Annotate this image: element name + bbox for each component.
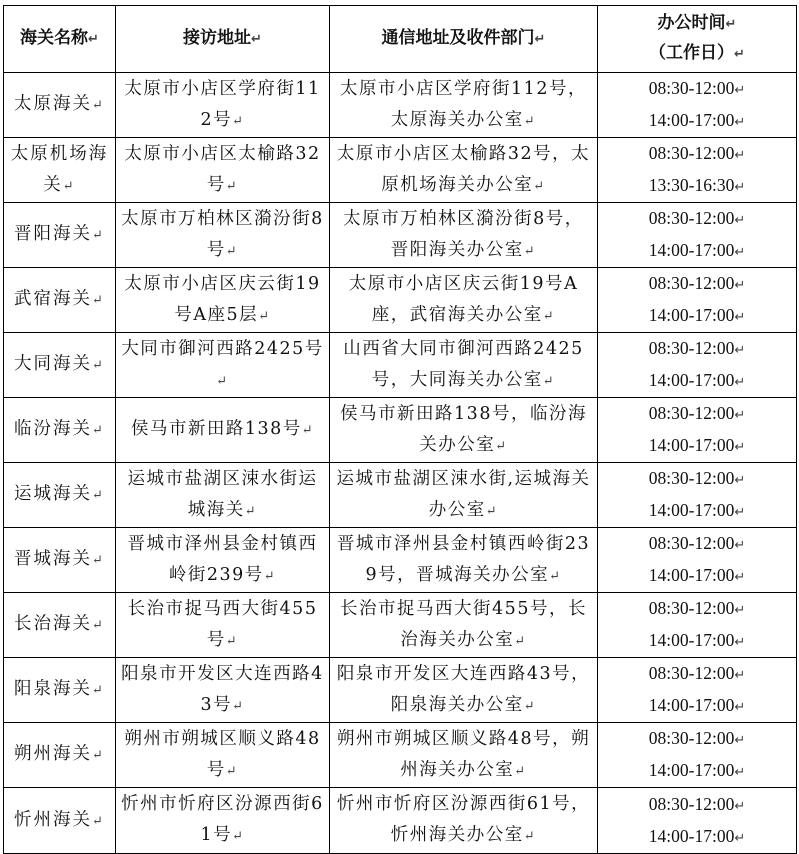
hours-am-text: 08:30-12:00: [648, 728, 735, 748]
visit-address-cell-text: 运城市盐湖区涑水街运城海关: [127, 468, 318, 520]
paragraph-mark-icon: ↵: [244, 503, 258, 519]
table-row: [4, 593, 797, 658]
office-name-cell-text: 晋城海关: [14, 549, 93, 569]
office-name-cell-text: 临汾海关: [14, 419, 93, 439]
table-row: [4, 203, 797, 268]
header-hours-line1: 办公时间: [657, 13, 726, 33]
hours-am-text: 08:30-12:00: [648, 793, 735, 814]
table-body: [4, 73, 797, 854]
hours-pm-text: 13:30-16:30: [648, 175, 735, 195]
paragraph-mark-icon: ↵: [92, 488, 105, 503]
mail-address-cell-text: 太原市万柏林区漪汾街8号，晋阳海关办公室: [343, 208, 584, 260]
mail-address-cell-text: 晋城市泽州县金村镇西岭街239号，晋城海关办公室: [336, 533, 591, 585]
paragraph-mark-icon: ↵: [734, 472, 746, 487]
paragraph-mark-icon: ↵: [734, 309, 746, 324]
hours-am-text: 08:30-12:00: [648, 403, 735, 423]
mail-address-cell-text: 太原市小店区学府街112号，太原海关办公室: [340, 78, 587, 130]
office-name-cell-text: 阳泉海关: [14, 679, 93, 699]
visit-address-cell: [116, 203, 330, 268]
office-hours-cell: [598, 138, 797, 203]
visit-address-cell: [116, 528, 330, 593]
paragraph-mark-icon: ↵: [734, 114, 746, 129]
hours-am-text: 08:30-12:00: [648, 663, 735, 683]
visit-address-cell: [116, 593, 330, 658]
paragraph-mark-icon: ↵: [92, 553, 105, 568]
paragraph-mark-icon: ↵: [534, 32, 546, 47]
paragraph-mark-icon: ↵: [734, 699, 746, 714]
mail-address-cell-text: 阳泉市开发区大连西路43号，阳泉海关办公室: [336, 663, 591, 715]
mail-address-cell-text: 侯马市新田路138号，临汾海关办公室: [340, 403, 587, 455]
paragraph-mark-icon: ↵: [258, 308, 271, 324]
paragraph-mark-icon: ↵: [485, 503, 499, 519]
mail-address-cell-text: 运城市盐湖区涑水街,运城海关办公室: [336, 468, 591, 520]
visit-address-cell-text: 太原市万柏林区漪汾街8号: [121, 208, 324, 260]
table-row: [4, 138, 797, 203]
paragraph-mark-icon: ↵: [92, 618, 105, 633]
mail-address-cell-text: 忻州市忻府区汾源西街61号，忻州海关办公室: [336, 794, 591, 845]
paragraph-mark-icon: ↵: [734, 667, 746, 682]
header-mail-text: 通信地址及收件部门: [381, 28, 535, 48]
paragraph-mark-icon: ↵: [549, 568, 562, 584]
paragraph-mark-icon: ↵: [92, 358, 105, 373]
office-name-cell-text: 武宿海关: [14, 289, 93, 309]
office-name-cell: [4, 398, 116, 463]
header-visit-text: 接访地址: [183, 28, 252, 48]
visit-address-cell-text: 侯马市新田路138号: [130, 419, 302, 439]
hours-pm-text: 14:00-17:00: [648, 565, 735, 585]
table-row: [4, 463, 797, 528]
hours-am-text: 08:30-12:00: [648, 143, 735, 163]
hours-am-text: 08:30-12:00: [648, 208, 735, 228]
hours-pm-text: 14:00-17:00: [648, 630, 735, 650]
office-name-cell: [4, 73, 116, 138]
office-hours-cell: [598, 658, 797, 723]
table-row: [4, 528, 797, 593]
paragraph-mark-icon: ↵: [734, 179, 746, 194]
paragraph-mark-icon: ↵: [734, 374, 746, 389]
paragraph-mark-icon: ↵: [542, 373, 556, 389]
table-row: [4, 398, 797, 463]
table-row: [4, 658, 797, 723]
paragraph-mark-icon: ↵: [734, 764, 746, 779]
mail-address-cell-text: 朔州市朔城区顺义路48号，朔州海关办公室: [336, 728, 591, 780]
visit-address-cell-text: 长治市捉马西大街455号: [127, 598, 318, 650]
paragraph-mark-icon: ↵: [232, 829, 245, 844]
mail-address-cell-text: 山西省大同市御河西路2425号，大同海关办公室: [343, 338, 584, 390]
paragraph-mark-icon: ↵: [232, 698, 245, 714]
table-row: [4, 333, 797, 398]
paragraph-mark-icon: ↵: [232, 113, 245, 129]
paragraph-mark-icon: ↵: [734, 212, 746, 227]
office-hours-cell: [598, 593, 797, 658]
document-page: [3, 5, 797, 854]
paragraph-mark-icon: ↵: [734, 244, 746, 259]
visit-address-cell: [116, 658, 330, 723]
visit-address-cell-text: 阳泉市开发区大连西路43号: [121, 663, 324, 715]
paragraph-mark-icon: ↵: [225, 763, 239, 779]
paragraph-mark-icon: ↵: [734, 829, 746, 845]
customs-office-table: [3, 5, 797, 854]
paragraph-mark-icon: ↵: [734, 732, 746, 747]
office-name-cell-text: 太原海关: [14, 94, 93, 114]
office-name-cell: [4, 463, 116, 528]
header-name-text: 海关名称: [20, 28, 89, 48]
paragraph-mark-icon: ↵: [92, 423, 105, 438]
header-hours-line2: （工作日）: [649, 43, 735, 63]
paragraph-mark-icon: ↵: [734, 82, 746, 97]
paragraph-mark-icon: ↵: [92, 228, 105, 243]
visit-address-cell-text: 朔州市朔城区顺义路48号: [124, 728, 321, 780]
paragraph-mark-icon: ↵: [734, 407, 746, 422]
mail-address-cell: [330, 333, 598, 398]
office-name-cell: [4, 658, 116, 723]
hours-am-text: 08:30-12:00: [648, 78, 735, 98]
office-name-cell-text: 朔州海关: [14, 744, 93, 764]
office-name-cell-text: 晋阳海关: [14, 224, 93, 244]
hours-am-text: 08:30-12:00: [648, 273, 735, 293]
office-hours-cell: [598, 73, 797, 138]
paragraph-mark-icon: ↵: [523, 113, 537, 129]
visit-address-cell: [116, 463, 330, 528]
header-visit-address: [116, 6, 330, 73]
paragraph-mark-icon: ↵: [251, 32, 262, 47]
paragraph-mark-icon: ↵: [225, 243, 239, 259]
paragraph-mark-icon: ↵: [734, 797, 746, 813]
office-name-cell-text: 大同海关: [14, 354, 93, 374]
office-hours-cell: [598, 203, 797, 268]
hours-pm-text: 14:00-17:00: [648, 110, 735, 130]
paragraph-mark-icon: ↵: [734, 602, 746, 617]
hours-pm-text: 14:00-17:00: [648, 825, 735, 846]
mail-address-cell: [330, 138, 598, 203]
mail-address-cell-text: 长治市捉马西大街455号，长治海关办公室: [340, 598, 587, 650]
paragraph-mark-icon: ↵: [734, 569, 746, 584]
paragraph-mark-icon: ↵: [514, 763, 527, 779]
paragraph-mark-icon: ↵: [301, 423, 315, 438]
visit-address-cell: [116, 788, 330, 854]
paragraph-mark-icon: ↵: [523, 698, 537, 714]
mail-address-cell: [330, 593, 598, 658]
mail-address-cell-text: 太原市小店区太榆路32号，太原机场海关办公室: [336, 143, 591, 195]
mail-address-cell: [330, 788, 598, 854]
paragraph-mark-icon: ↵: [725, 17, 737, 32]
paragraph-mark-icon: ↵: [523, 243, 537, 259]
office-name-cell-text: 忻州海关: [14, 809, 93, 830]
hours-pm-text: 14:00-17:00: [648, 240, 735, 260]
visit-address-cell: [116, 398, 330, 463]
paragraph-mark-icon: ↵: [514, 633, 527, 649]
mail-address-cell: [330, 73, 598, 138]
hours-pm-text: 14:00-17:00: [648, 760, 735, 780]
visit-address-cell-text: 晋城市泽州县金村镇西岭街239号: [127, 533, 318, 585]
office-name-cell: [4, 528, 116, 593]
mail-address-cell: [330, 268, 598, 333]
hours-am-text: 08:30-12:00: [648, 598, 735, 618]
visit-address-cell-text: 忻州市忻府区汾源西街61号: [121, 794, 324, 845]
paragraph-mark-icon: ↵: [225, 178, 239, 194]
header-name: [4, 6, 116, 73]
office-hours-cell: [598, 398, 797, 463]
paragraph-mark-icon: ↵: [734, 47, 745, 62]
table-row: [4, 723, 797, 788]
visit-address-cell: [116, 138, 330, 203]
table-row: [4, 788, 797, 854]
hours-am-text: 08:30-12:00: [648, 338, 735, 358]
office-hours-cell: [598, 528, 797, 593]
paragraph-mark-icon: ↵: [734, 277, 746, 292]
paragraph-mark-icon: ↵: [495, 438, 508, 454]
paragraph-mark-icon: ↵: [92, 813, 105, 829]
paragraph-mark-icon: ↵: [225, 633, 239, 649]
table-row: [4, 73, 797, 138]
paragraph-mark-icon: ↵: [734, 634, 746, 649]
office-hours-cell: [598, 268, 797, 333]
mail-address-cell: [330, 723, 598, 788]
paragraph-mark-icon: ↵: [92, 98, 105, 113]
table-header-row: [4, 6, 797, 73]
mail-address-cell: [330, 398, 598, 463]
paragraph-mark-icon: ↵: [62, 178, 76, 194]
paragraph-mark-icon: ↵: [533, 178, 546, 194]
hours-pm-text: 14:00-17:00: [648, 435, 735, 455]
mail-address-cell: [330, 658, 598, 723]
office-hours-cell: [598, 333, 797, 398]
office-name-cell: [4, 138, 116, 203]
visit-address-cell-text: 太原市小店区庆云街19号A座5层: [124, 273, 321, 325]
hours-pm-text: 14:00-17:00: [648, 695, 735, 715]
office-name-cell: [4, 593, 116, 658]
visit-address-cell: [116, 73, 330, 138]
header-hours: [598, 6, 797, 73]
office-name-cell-text: 长治海关: [14, 614, 93, 634]
office-name-cell-text: 太原机场海关: [10, 143, 109, 195]
table-row: [4, 268, 797, 333]
office-name-cell: [4, 268, 116, 333]
hours-pm-text: 14:00-17:00: [648, 305, 735, 325]
visit-address-cell-text: 大同市御河西路2425号: [121, 338, 324, 359]
paragraph-mark-icon: ↵: [216, 373, 229, 389]
paragraph-mark-icon: ↵: [542, 308, 556, 324]
header-mail-address: [330, 6, 598, 73]
paragraph-mark-icon: ↵: [523, 829, 537, 844]
visit-address-cell: [116, 723, 330, 788]
hours-pm-text: 14:00-17:00: [648, 370, 735, 390]
paragraph-mark-icon: ↵: [734, 504, 746, 519]
office-hours-cell: [598, 723, 797, 788]
office-name-cell: [4, 723, 116, 788]
paragraph-mark-icon: ↵: [92, 683, 105, 698]
office-name-cell-text: 运城海关: [14, 484, 93, 504]
visit-address-cell: [116, 333, 330, 398]
hours-am-text: 08:30-12:00: [648, 468, 735, 488]
mail-address-cell-text: 太原市小店区庆云街19号A座，武宿海关办公室: [348, 273, 579, 325]
paragraph-mark-icon: ↵: [734, 439, 746, 454]
office-hours-cell: [598, 463, 797, 528]
office-name-cell: [4, 333, 116, 398]
paragraph-mark-icon: ↵: [92, 748, 105, 763]
hours-am-text: 08:30-12:00: [648, 533, 735, 553]
mail-address-cell: [330, 463, 598, 528]
paragraph-mark-icon: ↵: [88, 32, 99, 47]
visit-address-cell: [116, 268, 330, 333]
visit-address-cell-text: 太原市小店区学府街112号: [124, 78, 321, 130]
visit-address-cell-text: 太原市小店区太榆路32号: [124, 143, 321, 195]
hours-pm-text: 14:00-17:00: [648, 500, 735, 520]
office-name-cell: [4, 203, 116, 268]
paragraph-mark-icon: ↵: [734, 537, 746, 552]
paragraph-mark-icon: ↵: [734, 342, 746, 357]
mail-address-cell: [330, 528, 598, 593]
paragraph-mark-icon: ↵: [263, 568, 277, 584]
office-hours-cell: [598, 788, 797, 854]
paragraph-mark-icon: ↵: [92, 293, 105, 308]
mail-address-cell: [330, 203, 598, 268]
paragraph-mark-icon: ↵: [734, 147, 746, 162]
office-name-cell: [4, 788, 116, 854]
